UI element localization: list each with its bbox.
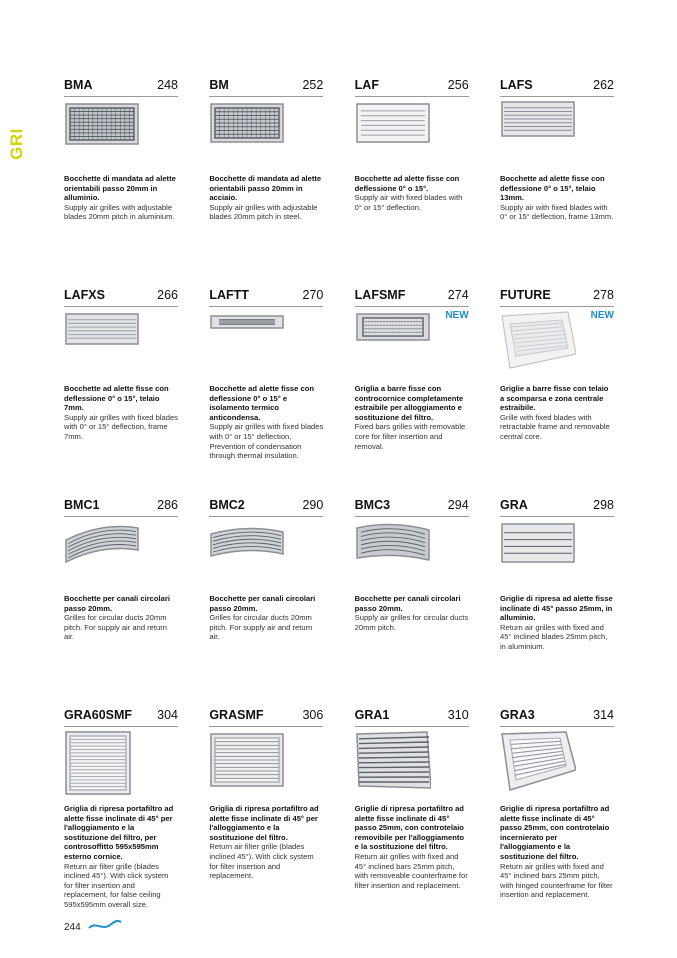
- product-card-laf: [355, 78, 469, 288]
- description-italian: Bocchette di mandata ad alette orientabili passo 20mm in alluminio.: [64, 174, 176, 203]
- description-italian: Bocchette per canali circolari passo 20mm.: [64, 594, 170, 613]
- product-description: [355, 384, 469, 451]
- product-page-ref[interactable]: 262: [593, 78, 614, 92]
- product-code: GRA1: [354, 708, 390, 722]
- product-description: [355, 594, 469, 632]
- product-code: LAF: [354, 78, 379, 92]
- product-card-bmc3: [355, 498, 469, 708]
- product-page-ref[interactable]: 306: [302, 708, 324, 722]
- product-header: [209, 708, 323, 727]
- product-header: [355, 78, 469, 97]
- new-badge: NEW: [445, 310, 469, 321]
- product-page-ref[interactable]: 286: [157, 498, 178, 512]
- product-image: [209, 520, 285, 588]
- product-page-ref[interactable]: 304: [157, 708, 178, 722]
- description-english: Supply air with fixed blades with 0° or 15° deflection, frame 13mm.: [499, 202, 614, 222]
- product-card-gra1: [355, 708, 469, 918]
- product-image: [64, 310, 140, 378]
- product-card-future: [500, 288, 614, 498]
- product-grid: [64, 78, 614, 918]
- product-page-ref[interactable]: 252: [302, 78, 324, 92]
- description-italian: Bocchette per canali circolari passo 20mm.: [354, 594, 461, 613]
- product-header: [209, 288, 323, 307]
- product-description: [500, 804, 614, 900]
- product-page-ref[interactable]: 274: [447, 288, 469, 302]
- description-english: Supply air grilles with adjustable blades 20mm pitch in steel.: [209, 202, 318, 222]
- product-header: [64, 78, 178, 97]
- description-italian: Griglie di ripresa ad alette fisse inclinate di 45° passo 25mm, in alluminio.: [499, 594, 613, 623]
- product-header: [209, 78, 323, 97]
- section-tab: [6, 124, 28, 164]
- product-header: [355, 708, 469, 727]
- product-description: [209, 804, 323, 881]
- description-italian: Griglia a barre fisse con controcornice completamente estraibile per alloggiamento e sostituzione del filtro.: [354, 384, 464, 422]
- product-page-ref[interactable]: 270: [302, 288, 324, 302]
- product-image: [64, 730, 140, 798]
- description-english: Return air filter grille (blades inclined 45°). With click system for filter insertion and replacement, for false ceiling 595x595mm overall size.: [64, 861, 169, 909]
- description-italian: Griglie di ripresa portafiltro ad alette fisse inclinate di 45° passo 25mm, con controtelaio removibile per l'alloggiamento e la sostituzione del filtro.: [354, 804, 465, 852]
- description-italian: Griglie a barre fisse con telaio a scomparsa e zona centrale estraibile.: [499, 384, 609, 413]
- product-image: [500, 100, 576, 168]
- product-image: [355, 310, 431, 378]
- product-code: GRA3: [499, 708, 535, 722]
- product-page-ref[interactable]: 266: [157, 288, 178, 302]
- product-image: [500, 520, 576, 588]
- product-header: [500, 498, 614, 517]
- description-italian: Bocchette ad alette fisse con deflessione 0° o 15°, telaio 7mm.: [64, 384, 169, 413]
- product-image: [355, 100, 431, 168]
- product-description: [64, 804, 178, 910]
- product-image: [64, 520, 140, 588]
- product-card-lafxs: [64, 288, 178, 498]
- product-code: GRASMF: [209, 708, 264, 722]
- product-code: LAFSMF: [354, 288, 406, 302]
- description-english: Supply air with fixed blades with 0° or 15° deflection.: [354, 193, 463, 212]
- product-code: LAFXS: [64, 288, 105, 302]
- product-card-gra3: [500, 708, 614, 918]
- product-card-bm: [209, 78, 323, 288]
- description-italian: Griglia di ripresa portafiltro ad alette fisse inclinate di 45° per l'alloggiamento e la sostituzione del filtro.: [209, 804, 319, 842]
- description-english: Grille with fixed blades with retractable frame and removable central core.: [499, 412, 610, 441]
- product-header: [355, 288, 469, 307]
- product-description: [209, 384, 323, 461]
- description-english: Supply air grilles for circular ducts 20mm pitch.: [354, 613, 469, 632]
- new-badge: NEW: [590, 310, 614, 321]
- section-tab-label: GRI: [7, 128, 27, 160]
- product-card-gra: [500, 498, 614, 708]
- product-description: [500, 174, 614, 222]
- product-card-bmc1: [64, 498, 178, 708]
- product-description: [355, 804, 469, 890]
- product-code: LAFS: [499, 78, 533, 92]
- product-description: [209, 594, 323, 642]
- description-english: Grilles for circular ducts 20mm pitch. For supply air and return air.: [64, 613, 167, 642]
- product-card-lafs: [500, 78, 614, 288]
- product-image: [500, 310, 576, 378]
- description-italian: Bocchette per canali circolari passo 20mm.: [209, 594, 316, 613]
- product-card-bma: [64, 78, 178, 288]
- product-code: BMC3: [354, 498, 391, 512]
- product-code: GRA60SMF: [64, 708, 133, 722]
- product-page-ref[interactable]: 278: [593, 288, 614, 302]
- product-image: [355, 730, 431, 798]
- product-image: [64, 100, 140, 168]
- product-card-gra60smf: [64, 708, 178, 918]
- description-english: Supply air grilles with adjustable blades 20mm pitch in aluminium.: [64, 202, 175, 222]
- product-card-grasmf: [209, 708, 323, 918]
- description-english: Return air grilles with fixed and 45° inclined blades 25mm pitch, in aluminium.: [499, 622, 608, 651]
- description-english: Return air grilles with fixed and 45° inclined bars 25mm pitch, with removeable counterframe for filter insertion and replacement.: [354, 851, 468, 890]
- product-page-ref[interactable]: 290: [302, 498, 324, 512]
- product-description: [64, 174, 178, 222]
- product-page-ref[interactable]: 248: [157, 78, 178, 92]
- product-page-ref[interactable]: 256: [447, 78, 469, 92]
- product-image: [355, 520, 431, 588]
- product-header: [64, 288, 178, 307]
- product-description: [209, 174, 323, 222]
- page-number: 244: [64, 922, 81, 933]
- product-description: [355, 174, 469, 212]
- product-card-lafsmf: [355, 288, 469, 498]
- description-english: Supply air grilles with fixed blades with 0° or 15° deflection. Prevention of condensation through thermal insulation.: [209, 422, 324, 461]
- description-english: Grilles for circular ducts 20mm pitch. For supply air and return air.: [209, 613, 313, 642]
- description-english: Supply air grilles with fixed blades with 0° or 15° deflection, frame 7mm.: [64, 412, 178, 441]
- product-page-ref[interactable]: 314: [593, 708, 614, 722]
- product-page-ref[interactable]: 310: [447, 708, 469, 722]
- description-italian: Bocchette ad alette fisse con deflessione 0° o 15° e isolamento termico anticondensa.: [209, 384, 314, 422]
- product-code: BMA: [64, 78, 93, 92]
- product-description: [64, 594, 178, 642]
- description-english: Return air filter grille (blades inclined 45°). With click system for filter insertion and replacement.: [209, 842, 314, 881]
- product-image: [500, 730, 576, 798]
- product-code: BM: [209, 78, 229, 92]
- product-header: [500, 288, 614, 307]
- product-code: BMC2: [209, 498, 245, 512]
- product-header: [355, 498, 469, 517]
- product-description: [500, 594, 614, 652]
- product-code: BMC1: [64, 498, 100, 512]
- product-header: [64, 498, 178, 517]
- description-italian: Griglia di ripresa portafiltro ad alette fisse inclinate di 45° per l'alloggiamento e la sostituzione del filtro, per controsoffitto 595x595mm esterno cornice.: [64, 804, 174, 861]
- product-header: [209, 498, 323, 517]
- product-code: GRA: [499, 498, 528, 512]
- product-header: [64, 708, 178, 727]
- product-code: FUTURE: [499, 288, 551, 302]
- product-card-bmc2: [209, 498, 323, 708]
- product-image: [209, 310, 285, 378]
- product-image: [209, 100, 285, 168]
- product-page-ref[interactable]: 294: [447, 498, 469, 512]
- product-code: LAFTT: [209, 288, 249, 302]
- product-description: [500, 384, 614, 442]
- product-header: [500, 708, 614, 727]
- description-italian: Griglie di ripresa portafiltro ad alette fisse inclinate di 45° passo 25mm, con controtelaio incernierato per l'alloggiamento e la sostituzione del filtro.: [499, 804, 610, 861]
- product-header: [500, 78, 614, 97]
- description-italian: Bocchette ad alette fisse con deflessione 0° o 15°, telaio 13mm.: [499, 174, 605, 203]
- description-english: Fixed bars grilles with removable core for filter insertion and removal.: [354, 422, 466, 451]
- description-italian: Bocchette ad alette fisse con deflessione 0° o 15°.: [354, 174, 460, 193]
- product-image: [209, 730, 285, 798]
- description-english: Return air grilles with fixed and 45° inclined bars 25mm pitch, with hinged counterframe for filter insertion and replacement.: [499, 861, 613, 900]
- product-page-ref[interactable]: 298: [593, 498, 614, 512]
- description-italian: Bocchette di mandata ad alette orientabili passo 20mm in acciaio.: [209, 174, 322, 203]
- product-card-laftt: [209, 288, 323, 498]
- wave-logo-icon: [88, 918, 122, 936]
- product-description: [64, 384, 178, 442]
